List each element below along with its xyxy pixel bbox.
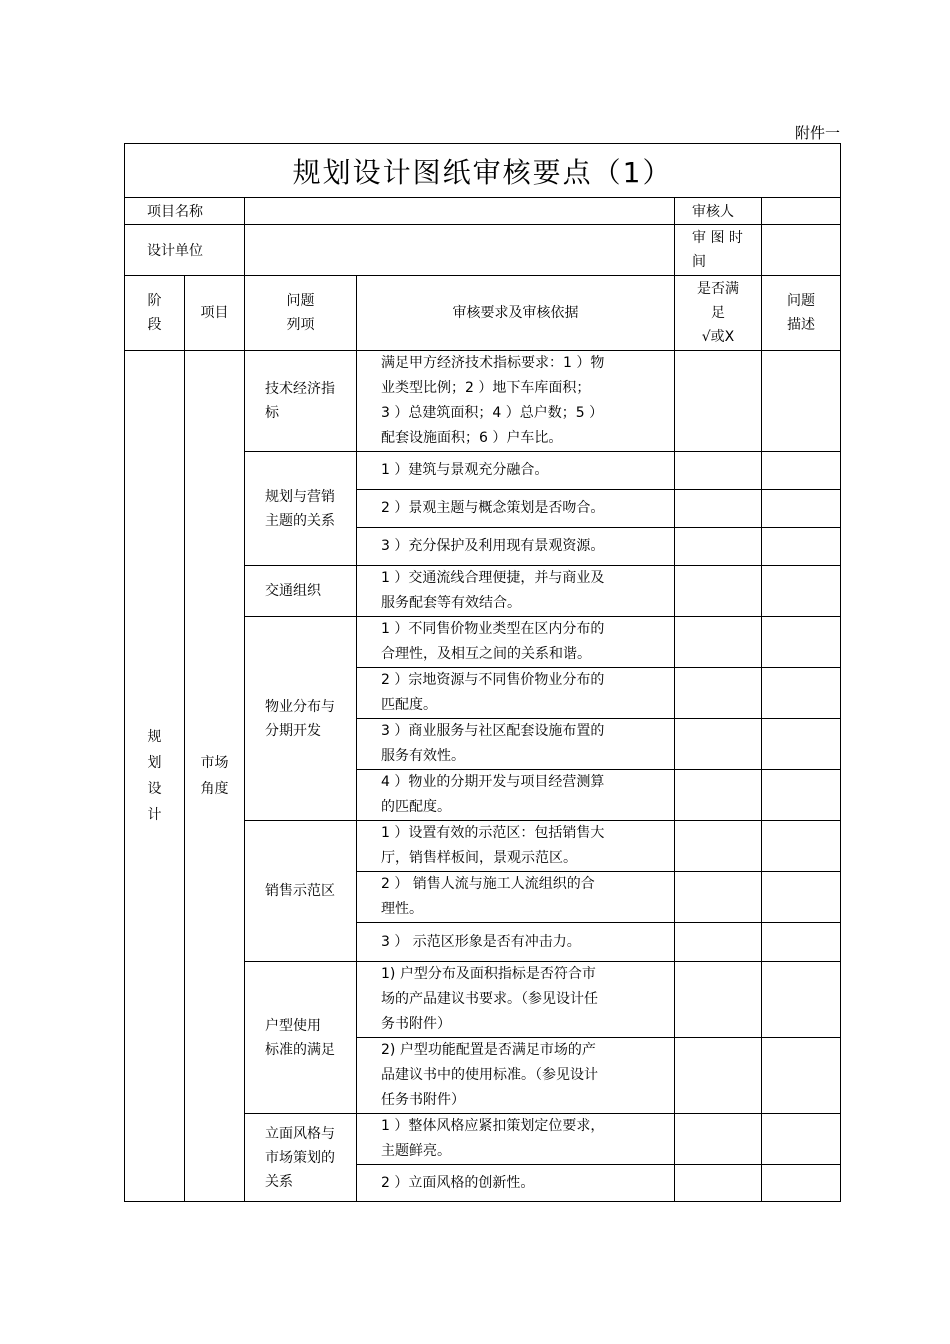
issue-planning-marketing [245,452,357,566]
issue-label-line: 关系 [265,1173,293,1190]
description-cell[interactable] [762,566,841,617]
satisfied-cell[interactable] [675,962,762,1038]
requirement-line: 场的产品建议书要求。（参见设计任 [381,991,598,1007]
page-title: 规划设计图纸审核要点（1） [125,144,841,198]
requirement-line: 1 ）不同售价物业类型在区内分布的 [381,621,605,637]
satisfied-cell[interactable] [675,452,762,490]
issue-property-distribution [245,617,357,821]
requirement-line: 2 ）立面风格的创新性。 [381,1174,535,1191]
header-satisfied [675,276,762,351]
satisfied-cell[interactable] [675,617,762,668]
header-stage-line1: 阶 [147,293,162,309]
header-issue-line1: 问题 [286,293,315,309]
requirement-line: 1 ）建筑与景观充分融合。 [381,462,549,478]
requirement-line: 服务有效性。 [381,748,465,764]
issue-label-line: 物业分布与 [265,698,335,715]
issue-unit-standard [245,962,357,1114]
header-description [762,276,841,351]
header-stage-line2: 段 [147,317,162,333]
requirement-line: 1 ）设置有效的示范区：包括销售大 [381,825,605,841]
satisfied-cell[interactable] [675,1038,762,1114]
stage-cell [125,351,185,1202]
stage-char: 计 [147,807,162,823]
requirement-cell [357,770,675,821]
issue-facade-style [245,1114,357,1202]
requirement-cell [357,1038,675,1114]
description-cell[interactable] [762,770,841,821]
requirement-line: 务书附件） [381,1016,451,1032]
review-time-field[interactable] [762,225,841,276]
item-char: 市场 [200,755,229,771]
description-cell[interactable] [762,1165,841,1202]
description-cell[interactable] [762,962,841,1038]
issue-label-line: 户型使用 [265,1017,321,1034]
issue-label-line: 交通组织 [265,583,321,599]
reviewer-label: 审核人 [675,198,762,225]
requirement-cell [357,923,675,962]
requirement-line: 品建议书中的使用标准。（参见设计 [381,1067,598,1083]
requirement-line: 3 ）充分保护及利用现有景观资源。 [381,538,605,554]
description-cell[interactable] [762,923,841,962]
requirement-line: 2 ）景观主题与概念策划是否吻合。 [381,500,605,516]
satisfied-cell[interactable] [675,1114,762,1165]
requirement-line: 3 ）商业服务与社区配套设施布置的 [381,723,605,739]
header-requirement: 审核要求及审核依据 [357,276,675,351]
description-cell[interactable] [762,872,841,923]
satisfied-cell[interactable] [675,821,762,872]
requirement-line: 服务配套等有效结合。 [381,595,521,611]
description-cell[interactable] [762,719,841,770]
design-unit-field[interactable] [245,225,675,276]
review-time-label-line2: 间 [692,254,706,270]
satisfied-cell[interactable] [675,490,762,528]
project-name-field[interactable] [245,198,675,225]
satisfied-cell[interactable] [675,872,762,923]
requirement-cell [357,351,675,452]
issue-label-line: 销售示范区 [265,883,335,899]
satisfied-cell[interactable] [675,719,762,770]
header-satisfied-line1: 是否满 [697,281,739,297]
issue-label-line: 标准的满足 [265,1041,335,1058]
requirement-line: 任务书附件） [381,1092,465,1108]
stage-char: 设 [147,781,162,797]
requirement-line: 理性。 [381,901,423,917]
requirement-line: 厅，销售样板间，景观示范区。 [381,850,577,866]
requirement-line: 满足甲方经济技术指标要求：1 ）物 [381,355,605,371]
requirement-line: 的匹配度。 [381,799,451,815]
requirement-cell [357,872,675,923]
requirement-line: 2 ） 销售人流与施工人流组织的合 [381,876,595,892]
attachment-label: 附件一 [794,124,840,142]
description-cell[interactable] [762,668,841,719]
requirement-cell [357,452,675,490]
requirement-line: 1 ）整体风格应紧扣策划定位要求， [381,1118,605,1134]
description-cell[interactable] [762,617,841,668]
issue-label-line: 规划与营销 [265,488,335,505]
requirement-line: 2) 户型功能配置是否满足市场的产 [381,1042,596,1058]
issue-tech-economic [245,351,357,452]
description-cell[interactable] [762,821,841,872]
requirement-line: 2 ）宗地资源与不同售价物业分布的 [381,672,605,688]
requirement-line: 3 ）总建筑面积；4 ）总户数；5 ） [381,405,604,421]
requirement-line: 3 ） 示范区形象是否有冲击力。 [381,933,581,950]
header-item: 项目 [185,276,245,351]
issue-label-line: 市场策划的 [265,1149,335,1166]
issue-label-line: 标 [265,405,279,421]
review-time-label [675,225,762,276]
requirement-line: 1) 户型分布及面积指标是否符合市 [381,966,596,982]
header-desc-line1: 问题 [787,293,816,309]
description-cell[interactable] [762,490,841,528]
requirement-cell [357,566,675,617]
header-satisfied-line2: 足 [711,305,725,321]
reviewer-field[interactable] [762,198,841,225]
requirement-cell [357,1114,675,1165]
requirement-line: 合理性，及相互之间的关系和谐。 [381,646,591,662]
satisfied-cell[interactable] [675,528,762,566]
item-char: 角度 [200,781,229,797]
requirement-line: 业类型比例；2 ）地下车库面积； [381,380,591,396]
requirement-line: 1 ）交通流线合理便捷，并与商业及 [381,570,605,586]
requirement-cell [357,719,675,770]
issue-traffic [245,566,357,617]
issue-label-line: 立面风格与 [265,1125,335,1142]
satisfied-cell[interactable] [675,923,762,962]
requirement-line: 主题鲜亮。 [381,1143,451,1159]
description-cell[interactable] [762,1038,841,1114]
satisfied-cell[interactable] [675,770,762,821]
requirement-line: 4 ）物业的分期开发与项目经营测算 [381,774,605,790]
requirement-cell [357,668,675,719]
design-unit-label: 设计单位 [125,225,245,276]
requirement-cell [357,528,675,566]
item-cell [185,351,245,1202]
satisfied-cell[interactable] [675,566,762,617]
header-desc-line2: 描述 [787,317,816,333]
requirement-cell [357,821,675,872]
stage-char: 划 [147,755,162,771]
satisfied-cell[interactable] [675,1165,762,1202]
project-name-label: 项目名称 [125,198,245,225]
description-cell[interactable] [762,452,841,490]
requirement-line: 配套设施面积；6 ）户车比。 [381,430,563,446]
requirement-cell [357,962,675,1038]
satisfied-cell[interactable] [675,668,762,719]
header-issue [245,276,357,351]
issue-sales-demo-area [245,821,357,962]
issue-label-line: 技术经济指 [265,381,335,397]
requirement-line: 匹配度。 [381,697,437,713]
satisfied-cell[interactable] [675,351,762,452]
description-cell[interactable] [762,351,841,452]
review-table [124,143,841,1202]
issue-label-line: 主题的关系 [265,512,335,529]
description-cell[interactable] [762,1114,841,1165]
requirement-cell [357,617,675,668]
header-stage [125,276,185,351]
requirement-cell [357,490,675,528]
issue-label-line: 分期开发 [265,722,321,739]
header-issue-line2: 列项 [286,317,315,333]
description-cell[interactable] [762,528,841,566]
requirement-cell [357,1165,675,1202]
header-satisfied-line3: √或X [701,329,735,345]
stage-char: 规 [147,729,162,745]
review-time-label-line1: 审 图 时 [692,230,743,246]
